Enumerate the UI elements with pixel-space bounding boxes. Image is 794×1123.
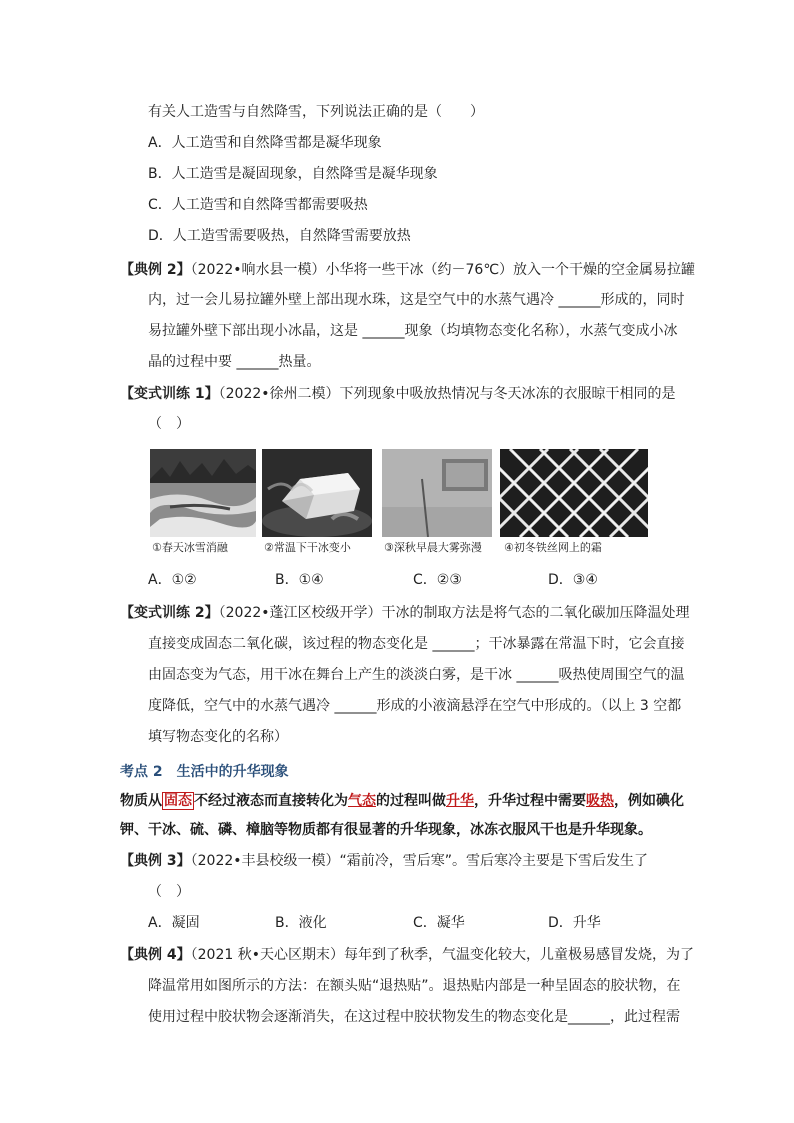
variant-2-line-4: 度降低，空气中的水蒸气遇冷 ______形成的小液滴悬浮在空气中形成的。（以上 3 空都: [148, 698, 682, 714]
example-3-line-2: （ ）: [148, 884, 190, 900]
kp-solid: 固态: [164, 793, 192, 809]
phenomena-photos: [150, 449, 648, 559]
example-source: （2021 秋•天心区期末）: [190, 947, 344, 963]
example-source: （2022•丰县校级一模）: [190, 853, 340, 869]
variant-1-line-2: （ ）: [148, 416, 190, 432]
variant-1-option-b: B．①④: [275, 572, 324, 588]
variant-tag: 【变式训练 2】: [120, 605, 219, 621]
variant-1-line-1: [120, 384, 676, 404]
example-text: 小华将一些干冰（约－76℃）放入一个干燥的空金属易拉罐: [325, 262, 696, 278]
key-point-line-2: 钾、干冰、硫、磷、樟脑等物质都有很显著的升华现象，冰冻衣服风干也是升华现象。: [120, 822, 652, 838]
photo-fog: [382, 449, 492, 537]
example-3-option-a: A．凝固: [148, 915, 200, 931]
kp-text: ，升华过程中需要: [474, 793, 586, 809]
question-stem: 有关人工造雪与自然降雪，下列说法正确的是（ ）: [148, 104, 484, 120]
variant-2-line-5: 填写物态变化的名称）: [148, 729, 288, 745]
example-source: （2022•响水县一模）: [190, 262, 326, 278]
example-3-line-1: [120, 851, 648, 871]
variant-1-option-c: C．②③: [413, 572, 462, 588]
example-2-line-3: 易拉罐外壁下部出现小冰晶，这是 ______现象（均填物态变化名称），水蒸气变成小冰: [148, 323, 678, 339]
option-c: C．人工造雪和自然降雪都需要吸热: [148, 197, 368, 213]
kp-text: ，例如碘化: [614, 793, 684, 809]
variant-source: （2022•徐州二模）: [218, 386, 340, 402]
example-3-option-c: C．凝华: [413, 915, 465, 931]
kp-text: 的过程叫做: [376, 793, 446, 809]
caption-3: ③深秋早晨大雾弥漫: [384, 541, 482, 554]
variant-text: 干冰的制取方法是将气态的二氧化碳加压降温处理: [381, 605, 690, 621]
example-4-line-1: [120, 945, 694, 965]
caption-1: ①春天冰雪消融: [152, 541, 228, 554]
example-4-line-2: 降温常用如图所示的方法：在额头贴“退热贴”。退热贴内部是一种呈固态的胶状物，在: [148, 978, 681, 994]
kp-sublimation: 升华: [446, 793, 474, 809]
photo-dry-ice: [262, 449, 372, 537]
example-2-line-1: [120, 260, 695, 280]
kp-gas: 气态: [348, 793, 376, 809]
variant-tag: 【变式训练 1】: [120, 386, 219, 402]
variant-1-option-d: D．③④: [548, 572, 598, 588]
example-3-option-b: B．液化: [275, 915, 327, 931]
example-tag: 【典例 3】: [120, 853, 191, 869]
variant-2-line-1: [120, 603, 690, 623]
photo-melting-snow: [150, 449, 256, 537]
caption-4: ④初冬铁丝网上的霜: [504, 541, 602, 554]
variant-1-option-a: A．①②: [148, 572, 197, 588]
option-d: D．人工造雪需要吸热，自然降雪需要放热: [148, 228, 411, 244]
example-2-line-4: 晶的过程中要 ______热量。: [148, 354, 321, 370]
kp-text: 不经过液态而直接转化为: [194, 793, 348, 809]
example-2-line-2: 内，过一会儿易拉罐外壁上部出现水珠，这是空气中的水蒸气遇冷 ______形成的，同时: [148, 292, 685, 308]
kp-text: 物质从: [120, 793, 162, 809]
example-tag: 【典例 2】: [120, 262, 191, 278]
section-heading: 考点 2 生活中的升华现象: [120, 764, 289, 780]
example-text: 每年到了秋季，气温变化较大，儿童极易感冒发烧，为了: [343, 947, 694, 963]
example-3-option-d: D．升华: [548, 915, 601, 931]
option-a: A．人工造雪和自然降雪都是凝华现象: [148, 135, 382, 151]
kp-absorb: 吸热: [586, 793, 614, 809]
photo-frost-wire: [500, 449, 648, 537]
option-b: B．人工造雪是凝固现象，自然降雪是凝华现象: [148, 166, 438, 182]
example-text: “霜前冷，雪后寒”。雪后寒冷主要是下雪后发生了: [339, 853, 649, 869]
variant-2-line-2: 直接变成固态二氧化碳，该过程的物态变化是 ______；干冰暴露在常温下时，它会直接: [148, 636, 685, 652]
example-tag: 【典例 4】: [120, 947, 191, 963]
variant-source: （2022•蓬江区校级开学）: [218, 605, 382, 621]
key-point-line-1: [120, 791, 684, 811]
caption-2: ②常温下干冰变小: [264, 541, 351, 554]
variant-2-line-3: 由固态变为气态，用干冰在舞台上产生的淡淡白雾，是干冰 ______吸热使周围空气的温: [148, 667, 685, 683]
variant-text: 下列现象中吸放热情况与冬天冰冻的衣服晾干相同的是: [339, 386, 676, 402]
example-4-line-3: 使用过程中胶状物会逐渐消失，在这过程中胶状物发生的物态变化是______，此过程需: [148, 1009, 680, 1025]
